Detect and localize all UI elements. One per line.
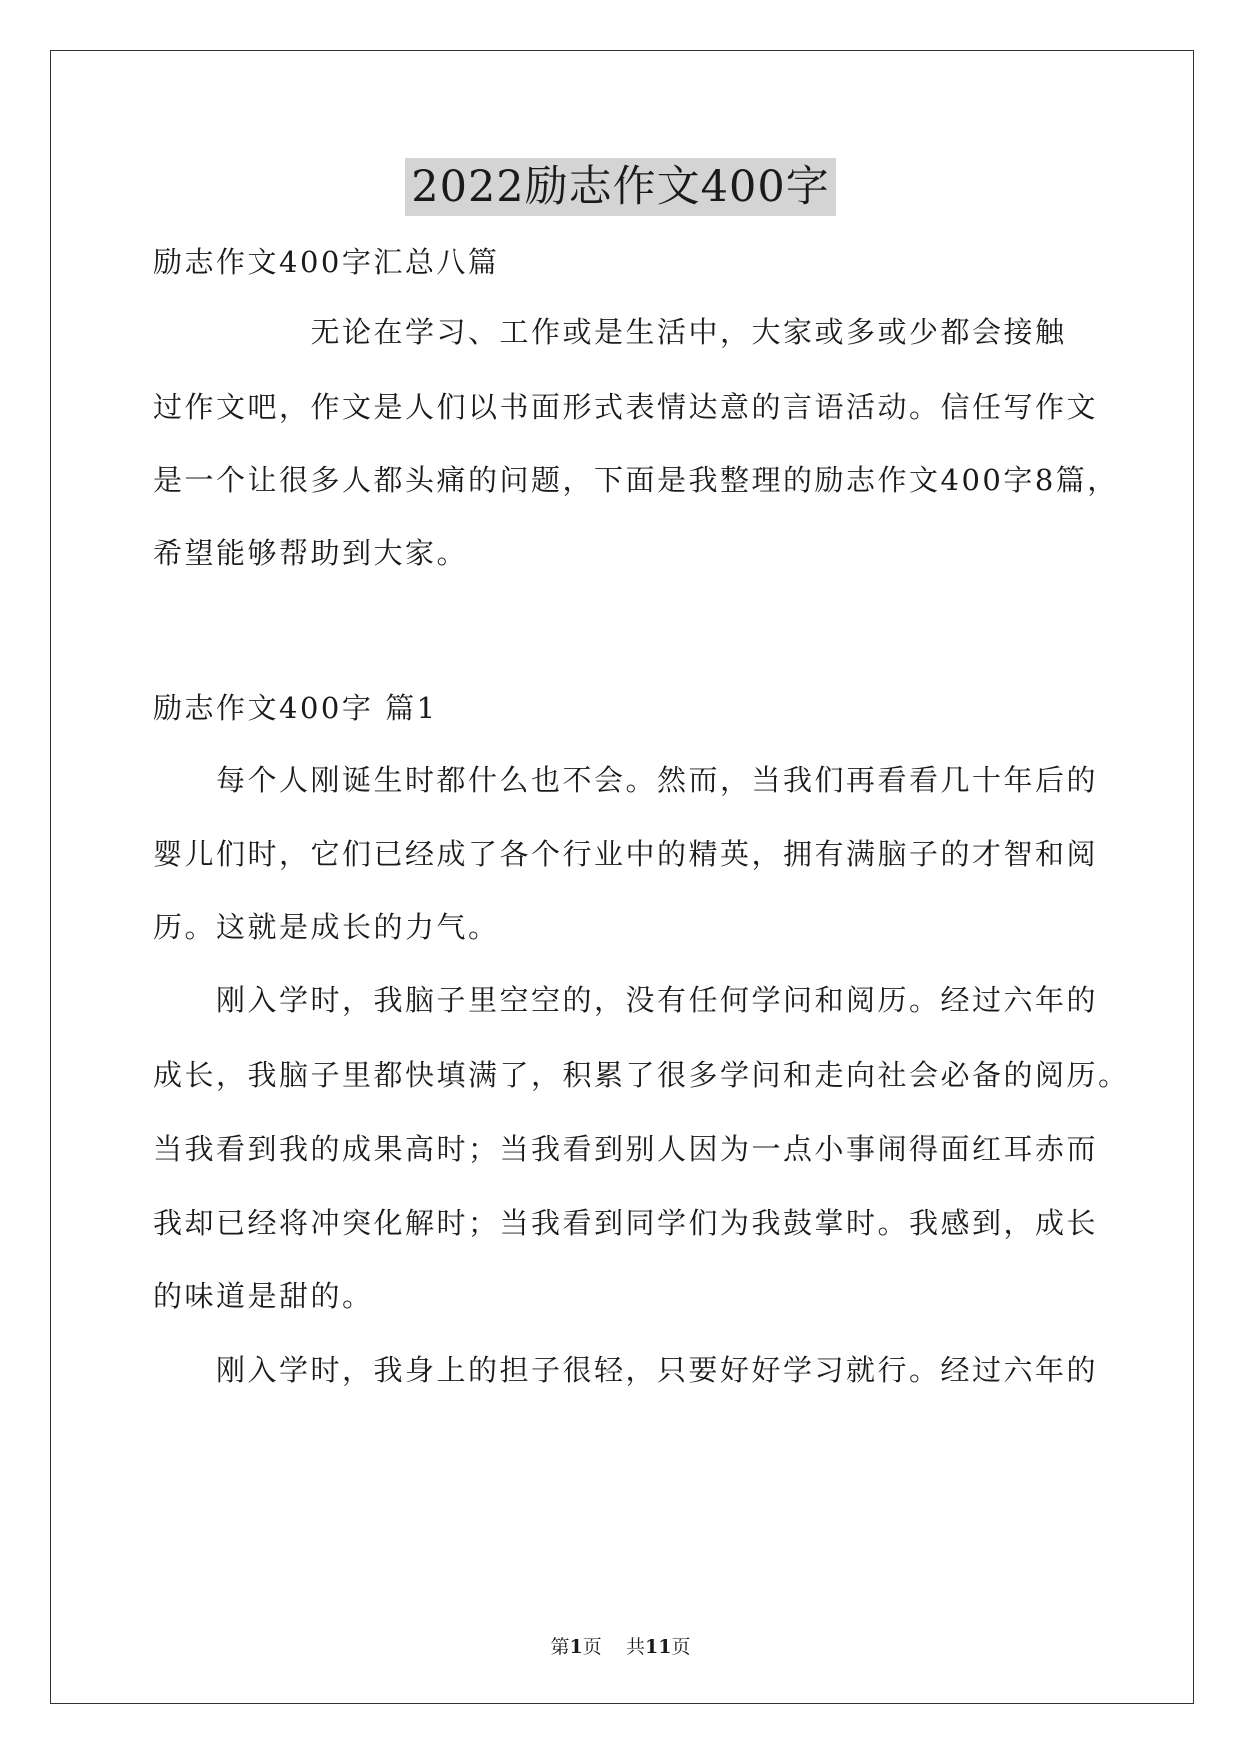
section-heading: 励志作文400字 篇1 <box>153 691 438 725</box>
body-line-4: 刚入学时，我脑子里空空的，没有任何学问和阅历。经过六年的 <box>153 983 1099 1017</box>
document-title: 2022励志作文400字 <box>405 158 836 216</box>
body-line-7: 我却已经将冲突化解时；当我看到同学们为我鼓掌时。我感到，成长 <box>153 1206 1099 1240</box>
body-line-1: 每个人刚诞生时都什么也不会。然而，当我们再看看几十年后的 <box>153 763 1099 797</box>
footer-total-prefix: 共 <box>625 1636 645 1658</box>
footer-page-prefix: 第 <box>550 1636 570 1658</box>
body-line-8: 的味道是甜的。 <box>153 1279 374 1313</box>
document-subtitle: 励志作文400字汇总八篇 <box>153 245 500 279</box>
intro-line-3: 是一个让很多人都头痛的问题，下面是我整理的励志作文400字8篇， <box>153 463 1119 497</box>
page-footer <box>0 1634 1241 1660</box>
footer-total-pages: 11 <box>644 1636 672 1658</box>
intro-line-1: 无论在学习、工作或是生活中，大家或多或少都会接触 <box>153 315 1067 349</box>
intro-line-4: 希望能够帮助到大家。 <box>153 536 469 570</box>
page-border <box>50 50 1194 1704</box>
title-container <box>0 158 1241 216</box>
body-line-5: 成长，我脑子里都快填满了，积累了很多学问和走向社会必备的阅历。 <box>153 1058 1130 1092</box>
body-line-3: 历。这就是成长的力气。 <box>153 910 500 944</box>
footer-page-suffix: 页 <box>582 1636 602 1658</box>
intro-line-2: 过作文吧，作文是人们以书面形式表情达意的言语活动。信任写作文 <box>153 390 1099 424</box>
body-line-6: 当我看到我的成果高时；当我看到别人因为一点小事闹得面红耳赤而 <box>153 1132 1099 1166</box>
body-line-9: 刚入学时，我身上的担子很轻，只要好好学习就行。经过六年的 <box>153 1353 1099 1387</box>
footer-total-suffix: 页 <box>671 1636 691 1658</box>
footer-page-number: 1 <box>569 1636 583 1658</box>
body-line-2: 婴儿们时，它们已经成了各个行业中的精英，拥有满脑子的才智和阅 <box>153 837 1099 871</box>
